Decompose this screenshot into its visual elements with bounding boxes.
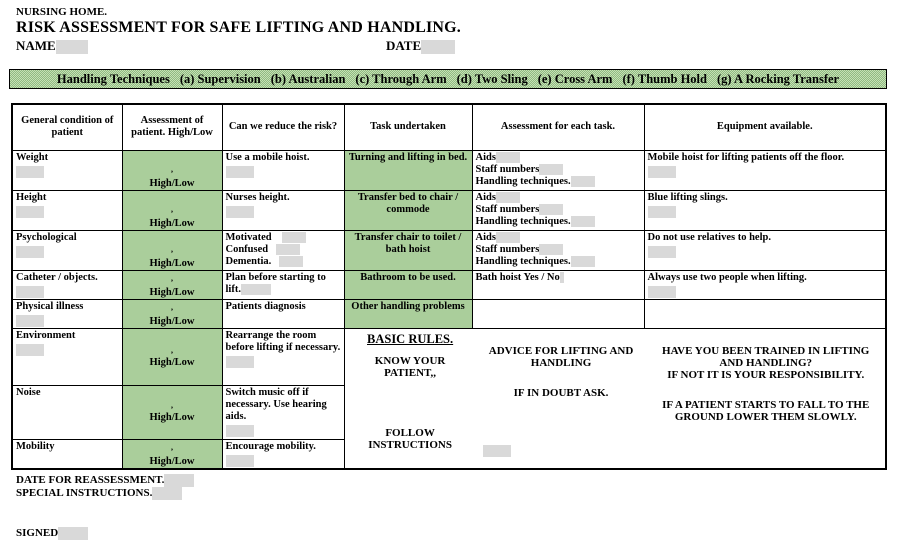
reduce-confused: Confused bbox=[225, 243, 269, 255]
reduce-height bbox=[222, 190, 344, 230]
equipment-slings-field[interactable] bbox=[648, 206, 676, 218]
reduce-text: Patients diagnosis bbox=[225, 300, 306, 312]
techniques-label: Handling Techniques bbox=[56, 71, 170, 86]
header-assessment: Assessment of patient. High/Low bbox=[122, 104, 222, 150]
reduce-environment bbox=[222, 328, 344, 385]
condition-height bbox=[12, 190, 122, 230]
task-assessment-bed-chair bbox=[472, 190, 644, 230]
rules-field[interactable] bbox=[483, 445, 511, 457]
assessment-height[interactable]: , High/Low bbox=[122, 190, 222, 230]
reduce-text: Rearrange the room before lifting if necessary. bbox=[225, 329, 341, 353]
reduce-environment-field[interactable] bbox=[226, 356, 254, 368]
equipment-hoist-field[interactable] bbox=[648, 166, 676, 178]
reduce-mobility-field[interactable] bbox=[226, 455, 254, 467]
level-label: High/Low bbox=[149, 257, 195, 269]
assessment-noise[interactable]: , High/Low bbox=[122, 385, 222, 439]
technique-rocking-transfer: (g) A Rocking Transfer bbox=[716, 71, 840, 86]
task-assessment-bathroom bbox=[472, 270, 644, 299]
equipment-slings bbox=[644, 190, 886, 230]
task-bed-chair: Transfer bed to chair / commode bbox=[344, 190, 472, 230]
aids-label: Aids bbox=[475, 231, 496, 243]
staff-field[interactable] bbox=[539, 244, 563, 255]
reduce-dementia: Dementia. bbox=[225, 255, 272, 267]
equipment-two-people-field[interactable] bbox=[648, 286, 676, 298]
special-label: SPECIAL INSTRUCTIONS. bbox=[16, 487, 153, 500]
task-other: Other handling problems bbox=[344, 299, 472, 328]
equipment-empty bbox=[644, 299, 886, 328]
level-label: High/Low bbox=[149, 177, 195, 189]
basic-rules-panel bbox=[344, 328, 886, 469]
rules-col-3 bbox=[646, 329, 885, 458]
condition-physical-illness bbox=[12, 299, 122, 328]
name-field[interactable] bbox=[56, 40, 88, 54]
equipment-relatives bbox=[644, 230, 886, 270]
confused-field[interactable] bbox=[276, 244, 300, 255]
condition-label: Height bbox=[16, 191, 47, 203]
staff-field[interactable] bbox=[539, 204, 563, 215]
level-label: High/Low bbox=[149, 217, 195, 229]
handling-techniques-bar bbox=[9, 69, 887, 89]
equipment-text: Mobile hoist for lifting patients off the floor. bbox=[647, 151, 845, 163]
special-field[interactable] bbox=[152, 487, 182, 500]
assessment-physical[interactable]: , High/Low bbox=[122, 299, 222, 328]
signed-row bbox=[16, 527, 88, 540]
staff-field[interactable] bbox=[539, 164, 563, 175]
reduce-catheter bbox=[222, 270, 344, 299]
assessment-psychological[interactable]: , High/Low bbox=[122, 230, 222, 270]
condition-noise bbox=[12, 385, 122, 439]
task-chair-toilet: Transfer chair to toilet / bath hoist bbox=[344, 230, 472, 270]
condition-catheter-field[interactable] bbox=[16, 286, 44, 298]
equipment-hoist bbox=[644, 150, 886, 190]
date-label: DATE bbox=[386, 38, 422, 53]
reduce-mobility bbox=[222, 439, 344, 469]
equipment-text: Blue lifting slings. bbox=[647, 191, 728, 203]
level-label: High/Low bbox=[149, 286, 195, 298]
org-name: NURSING HOME. bbox=[16, 6, 108, 18]
tech-field[interactable] bbox=[571, 256, 595, 267]
staff-label: Staff numbers bbox=[475, 203, 540, 215]
reduce-height-field[interactable] bbox=[226, 206, 254, 218]
tech-label: Handling techniques. bbox=[475, 175, 571, 187]
level-label: High/Low bbox=[149, 456, 195, 467]
doubt-text: IF IN DOUBT ASK. bbox=[513, 386, 609, 399]
equipment-two-people bbox=[644, 270, 886, 299]
signed-label: SIGNED bbox=[16, 527, 59, 540]
reduce-catheter-field[interactable] bbox=[241, 284, 271, 295]
condition-label: Noise bbox=[16, 386, 41, 398]
tech-label: Handling techniques. bbox=[475, 215, 571, 227]
advice-text: ADVICE FOR LIFTING AND HANDLING bbox=[488, 344, 634, 369]
condition-weight bbox=[12, 150, 122, 190]
condition-label: Psychological bbox=[16, 231, 77, 243]
condition-environment-field[interactable] bbox=[16, 344, 44, 356]
tech-field[interactable] bbox=[571, 216, 595, 227]
equipment-relatives-field[interactable] bbox=[648, 246, 676, 258]
assessment-environment[interactable]: , High/Low bbox=[122, 328, 222, 385]
condition-height-field[interactable] bbox=[16, 206, 44, 218]
condition-label: Mobility bbox=[16, 440, 55, 452]
assessment-catheter[interactable]: , High/Low bbox=[122, 270, 222, 299]
header-equipment: Equipment available. bbox=[644, 104, 886, 150]
level-label: High/Low bbox=[149, 315, 195, 327]
assessment-mobility[interactable]: , High/Low bbox=[122, 439, 222, 469]
condition-psychological bbox=[12, 230, 122, 270]
reassessment-label: DATE FOR REASSESSMENT. bbox=[16, 474, 165, 487]
technique-australian: (b) Australian bbox=[270, 71, 346, 86]
level-label: High/Low bbox=[149, 356, 195, 368]
aids-field[interactable] bbox=[496, 232, 520, 243]
task-assessment-chair-toilet bbox=[472, 230, 644, 270]
risk-assessment-table bbox=[11, 103, 887, 470]
reduce-weight bbox=[222, 150, 344, 190]
condition-mobility bbox=[12, 439, 122, 469]
reassessment-field[interactable] bbox=[164, 474, 194, 487]
task-turning: Turning and lifting in bed. bbox=[344, 150, 472, 190]
reassessment-row bbox=[16, 474, 194, 487]
responsibility-text: IF NOT IT IS YOUR RESPONSIBILITY. bbox=[667, 368, 865, 381]
aids-field[interactable] bbox=[496, 192, 520, 203]
header-reduce: Can we reduce the risk? bbox=[222, 104, 344, 150]
motivated-field[interactable] bbox=[282, 232, 306, 243]
reduce-text: Plan before starting to lift. bbox=[225, 271, 326, 295]
date-label-row bbox=[386, 38, 455, 54]
fall-text: IF A PATIENT STARTS TO FALL TO THE GROUND LOWER THEM SLOWLY. bbox=[662, 398, 870, 423]
aids-label: Aids bbox=[475, 191, 496, 203]
reduce-weight-field[interactable] bbox=[226, 166, 254, 178]
condition-psychological-field[interactable] bbox=[16, 246, 44, 258]
know-your-patient: KNOW YOUR PATIENT,, bbox=[374, 354, 446, 379]
name-label: NAME bbox=[16, 38, 56, 53]
name-label-row bbox=[16, 38, 88, 54]
task-assessment-turning bbox=[472, 150, 644, 190]
reduce-psychological bbox=[222, 230, 344, 270]
header-condition: General condition of patient bbox=[12, 104, 122, 150]
condition-weight-field[interactable] bbox=[16, 166, 44, 178]
staff-label: Staff numbers bbox=[475, 243, 540, 255]
aids-label: Aids bbox=[475, 151, 496, 163]
trained-text: HAVE YOU BEEN TRAINED IN LIFTING AND HANDLING? bbox=[662, 344, 870, 369]
reduce-motivated: Motivated bbox=[225, 231, 272, 243]
technique-thumb-hold: (f) Thumb Hold bbox=[622, 71, 707, 86]
bath-hoist-label: Bath hoist Yes / No bbox=[475, 271, 560, 283]
technique-cross-arm: (e) Cross Arm bbox=[537, 71, 613, 86]
rules-col-1 bbox=[345, 329, 476, 458]
reduce-text: Nurses height. bbox=[225, 191, 290, 203]
condition-label: Catheter / objects. bbox=[16, 271, 98, 283]
reduce-text: Encourage mobility. bbox=[225, 440, 316, 452]
reduce-noise-field[interactable] bbox=[226, 425, 254, 437]
task-assessment-other bbox=[472, 299, 644, 328]
condition-label: Weight bbox=[16, 151, 49, 163]
condition-physical-field[interactable] bbox=[16, 315, 44, 327]
equipment-text: Always use two people when lifting. bbox=[647, 271, 807, 283]
header-task-assessment: Assessment for each task. bbox=[472, 104, 644, 150]
condition-label: Environment bbox=[16, 329, 76, 341]
tech-label: Handling techniques. bbox=[475, 255, 571, 267]
bath-hoist-field[interactable] bbox=[560, 272, 564, 283]
follow-instructions: FOLLOW INSTRUCTIONS bbox=[368, 426, 452, 451]
technique-supervision: (a) Supervision bbox=[179, 71, 261, 86]
technique-two-sling: (d) Two Sling bbox=[456, 71, 528, 86]
condition-label: Physical illness bbox=[16, 300, 84, 312]
aids-field[interactable] bbox=[496, 152, 520, 163]
reduce-noise bbox=[222, 385, 344, 439]
rules-layout bbox=[345, 329, 886, 458]
reduce-text: Use a mobile hoist. bbox=[225, 151, 310, 163]
special-row bbox=[16, 487, 182, 500]
basic-rules-title: BASIC RULES. bbox=[367, 331, 454, 346]
technique-through-arm: (c) Through Arm bbox=[355, 71, 447, 86]
reduce-text: Switch music off if necessary. Use hearing aids. bbox=[225, 386, 327, 422]
task-bathroom: Bathroom to be used. bbox=[344, 270, 472, 299]
header-task: Task undertaken bbox=[344, 104, 472, 150]
condition-environment bbox=[12, 328, 122, 385]
rules-col-2 bbox=[476, 329, 647, 458]
equipment-text: Do not use relatives to help. bbox=[647, 231, 771, 243]
signed-field[interactable] bbox=[58, 527, 88, 540]
assessment-weight[interactable]: , High/Low bbox=[122, 150, 222, 190]
date-field[interactable] bbox=[421, 40, 455, 54]
page-title: RISK ASSESSMENT FOR SAFE LIFTING AND HANDLING. bbox=[16, 19, 462, 36]
reduce-physical bbox=[222, 299, 344, 328]
level-label: High/Low bbox=[149, 412, 195, 423]
staff-label: Staff numbers bbox=[475, 163, 540, 175]
condition-catheter bbox=[12, 270, 122, 299]
dementia-field[interactable] bbox=[279, 256, 303, 267]
tech-field[interactable] bbox=[571, 176, 595, 187]
